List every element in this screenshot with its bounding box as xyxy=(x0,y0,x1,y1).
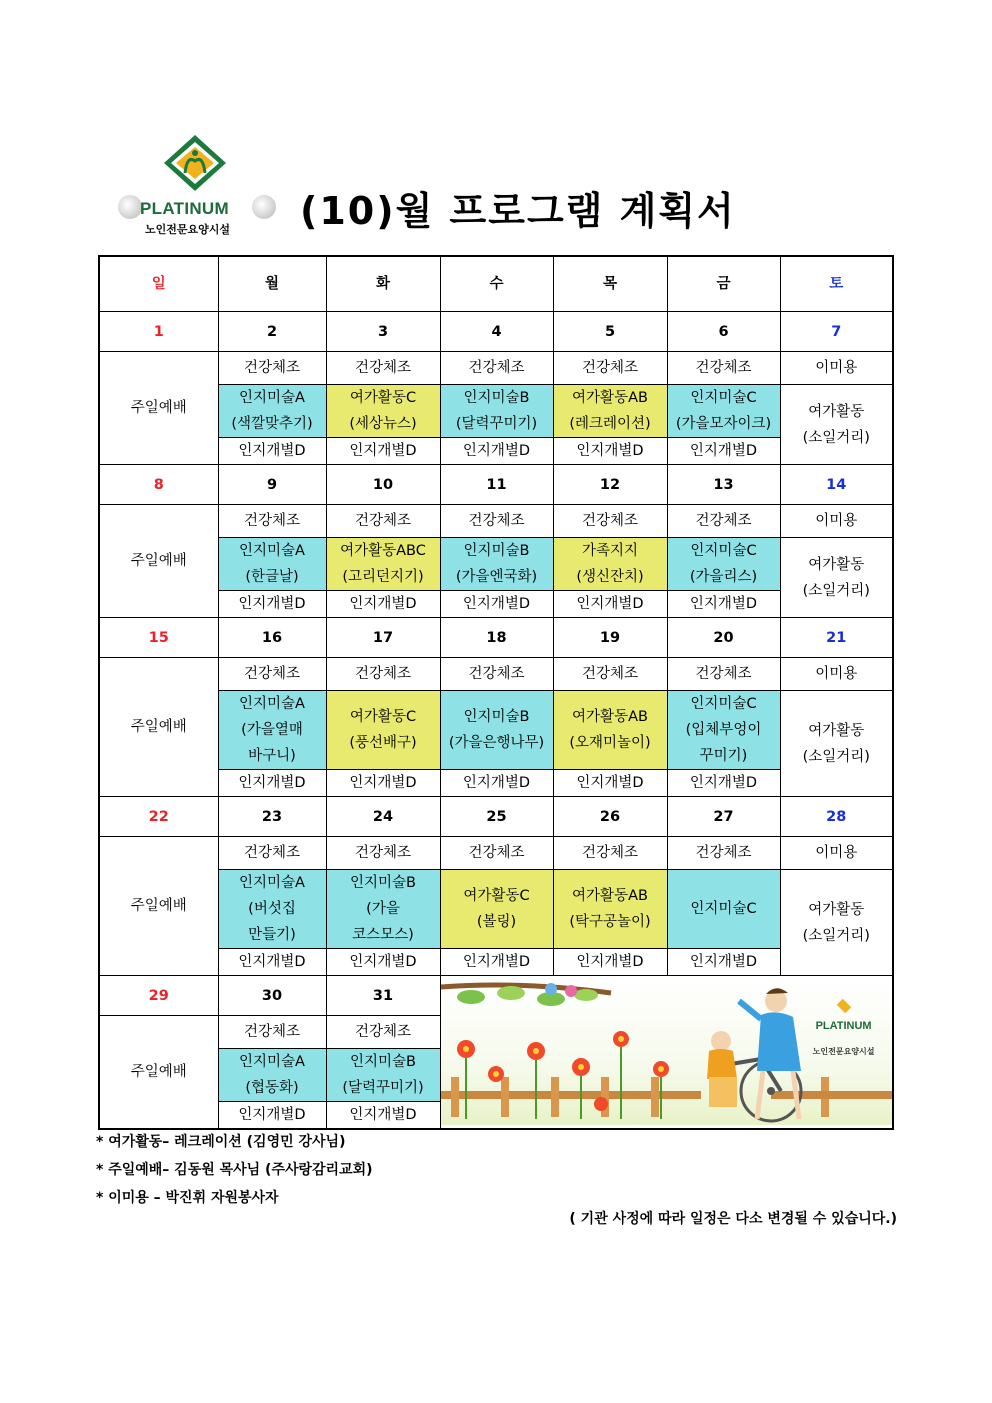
notes xyxy=(96,1128,373,1212)
program-cell xyxy=(326,538,440,591)
individual-cognitive-cell: 인지개별D xyxy=(218,591,326,618)
program-line: 만들기) xyxy=(248,927,296,943)
date-cell: 26 xyxy=(553,797,667,837)
individual-cognitive-cell: 인지개별D xyxy=(440,949,553,976)
program-line: 인지미술C xyxy=(690,390,757,406)
activity-row-top xyxy=(99,352,893,385)
program-line: (가을리스) xyxy=(689,569,758,585)
health-exercise-cell: 건강체조 xyxy=(326,658,440,691)
program-cell xyxy=(667,870,780,949)
date-cell: 21 xyxy=(780,618,893,658)
saturday-haircut: 이미용 xyxy=(780,505,893,538)
program-cell xyxy=(667,385,780,438)
date-cell: 12 xyxy=(553,465,667,505)
saturday-leisure xyxy=(780,870,893,976)
individual-cognitive-cell: 인지개별D xyxy=(218,770,326,797)
program-cell xyxy=(218,538,326,591)
individual-cognitive-cell: 인지개별D xyxy=(553,949,667,976)
program-line: 여가활동C xyxy=(349,390,417,406)
saturday-leisure-line: (소일거리) xyxy=(802,748,870,765)
program-line: (고리던지기) xyxy=(342,569,424,585)
program-line: (탁구공놀이) xyxy=(569,914,651,930)
program-line: 여가활동C xyxy=(463,888,530,904)
activity-row-main xyxy=(99,538,893,591)
date-cell: 8 xyxy=(99,465,218,505)
health-exercise-cell: 건강체조 xyxy=(553,658,667,691)
date-cell: 15 xyxy=(99,618,218,658)
date-row xyxy=(99,797,893,837)
date-cell: 22 xyxy=(99,797,218,837)
individual-cognitive-cell: 인지개별D xyxy=(667,770,780,797)
date-cell: 25 xyxy=(440,797,553,837)
illustration-cell xyxy=(440,976,893,1130)
illustration-brand-name: PLATINUM xyxy=(815,1020,872,1032)
program-line: (생신잔치) xyxy=(576,569,644,585)
individual-cognitive-cell: 인지개별D xyxy=(326,1102,440,1130)
saturday-leisure xyxy=(780,691,893,797)
platinum-logo xyxy=(118,133,278,238)
date-cell: 1 xyxy=(99,312,218,352)
program-line: 인지미술A xyxy=(239,696,305,712)
program-cell xyxy=(553,538,667,591)
sunday-worship: 주일예배 xyxy=(99,352,218,465)
saturday-haircut: 이미용 xyxy=(780,352,893,385)
program-line: (세상뉴스) xyxy=(349,416,417,432)
saturday-leisure-line: 여가활동 xyxy=(808,403,865,420)
individual-cognitive-cell: 인지개별D xyxy=(553,438,667,465)
program-cell xyxy=(553,691,667,770)
activity-row-top xyxy=(99,658,893,691)
health-exercise-cell: 건강체조 xyxy=(440,505,553,538)
individual-cognitive-cell: 인지개별D xyxy=(667,438,780,465)
saturday-leisure-line: 여가활동 xyxy=(808,556,865,573)
date-row xyxy=(99,976,893,1016)
program-line: 인지미술A xyxy=(239,1054,305,1070)
program-line: 인지미술B xyxy=(463,709,530,725)
program-cell xyxy=(218,691,326,770)
logo-subtitle: 노인전문요양시설 xyxy=(145,223,231,236)
program-line: (가을엔국화) xyxy=(455,569,538,585)
individual-cognitive-cell: 인지개별D xyxy=(553,770,667,797)
program-line: 인지미술B xyxy=(463,543,530,559)
date-cell: 31 xyxy=(326,976,440,1016)
individual-cognitive-cell: 인지개별D xyxy=(440,438,553,465)
health-exercise-cell: 건강체조 xyxy=(326,352,440,385)
program-line: (협동화) xyxy=(245,1080,299,1096)
activity-row-top xyxy=(99,505,893,538)
program-cell xyxy=(218,1049,326,1102)
individual-cognitive-cell: 인지개별D xyxy=(218,949,326,976)
saturday-leisure xyxy=(780,385,893,465)
weekday-5: 금 xyxy=(667,256,780,312)
program-line: (달력꾸미기) xyxy=(455,416,538,432)
program-line: (색깔맞추기) xyxy=(231,416,313,432)
program-line: (오재미놀이) xyxy=(569,735,651,751)
individual-cognitive-cell: 인지개별D xyxy=(667,591,780,618)
program-line: 여가활동AB xyxy=(572,390,648,406)
date-cell: 3 xyxy=(326,312,440,352)
date-cell: 16 xyxy=(218,618,326,658)
date-cell: 29 xyxy=(99,976,218,1016)
individual-cognitive-cell: 인지개별D xyxy=(440,770,553,797)
date-row xyxy=(99,618,893,658)
health-exercise-cell: 건강체조 xyxy=(218,505,326,538)
program-line: 인지미술A xyxy=(239,390,305,406)
weekday-6: 토 xyxy=(780,256,893,312)
individual-cognitive-cell: 인지개별D xyxy=(218,1102,326,1130)
program-cell xyxy=(326,691,440,770)
health-exercise-cell: 건강체조 xyxy=(667,352,780,385)
program-line: (가을 xyxy=(366,901,400,917)
program-line: (버섯집 xyxy=(248,901,296,917)
date-cell: 4 xyxy=(440,312,553,352)
program-line: 인지미술B xyxy=(463,390,530,406)
program-cell xyxy=(218,385,326,438)
note-leisure: * 여가활동– 레크레이션 (김영민 강사님) xyxy=(96,1134,346,1150)
health-exercise-cell: 건강체조 xyxy=(553,352,667,385)
date-cell: 11 xyxy=(440,465,553,505)
health-exercise-cell: 건강체조 xyxy=(440,837,553,870)
date-cell: 20 xyxy=(667,618,780,658)
health-exercise-cell: 건강체조 xyxy=(553,837,667,870)
program-cell xyxy=(440,691,553,770)
saturday-haircut: 이미용 xyxy=(780,658,893,691)
program-line: (레크레이션) xyxy=(569,416,651,432)
date-cell: 14 xyxy=(780,465,893,505)
individual-cognitive-cell: 인지개별D xyxy=(440,591,553,618)
weekday-header xyxy=(99,256,893,312)
individual-cognitive-cell: 인지개별D xyxy=(326,770,440,797)
date-cell: 18 xyxy=(440,618,553,658)
health-exercise-cell: 건강체조 xyxy=(326,837,440,870)
program-cell xyxy=(326,870,440,949)
health-exercise-cell: 건강체조 xyxy=(218,1016,326,1049)
health-exercise-cell: 건강체조 xyxy=(440,352,553,385)
program-line: (한글날) xyxy=(245,569,299,585)
date-cell: 6 xyxy=(667,312,780,352)
program-cell xyxy=(440,385,553,438)
logo-brand: PLATINUM xyxy=(140,199,229,218)
date-cell: 2 xyxy=(218,312,326,352)
activity-row-bottom xyxy=(99,949,893,976)
program-line: 코스모스) xyxy=(352,927,414,943)
page-title: (10)월 프로그램 계획서 xyxy=(300,189,736,233)
individual-cognitive-cell: 인지개별D xyxy=(667,949,780,976)
activity-row-bottom xyxy=(99,438,893,465)
sunday-worship: 주일예배 xyxy=(99,1016,218,1130)
program-line: 인지미술A xyxy=(239,543,305,559)
health-exercise-cell: 건강체조 xyxy=(667,658,780,691)
date-cell: 7 xyxy=(780,312,893,352)
saturday-leisure-line: (소일거리) xyxy=(802,429,870,446)
saturday-haircut: 이미용 xyxy=(780,837,893,870)
individual-cognitive-cell: 인지개별D xyxy=(326,438,440,465)
weekday-0: 일 xyxy=(99,256,218,312)
saturday-leisure-line: (소일거리) xyxy=(802,927,870,944)
program-line: 여가활동C xyxy=(349,709,417,725)
sunday-worship: 주일예배 xyxy=(99,837,218,976)
program-line: (가을은행나무) xyxy=(448,735,545,751)
program-line: (가을모자이크) xyxy=(675,416,772,432)
program-cell xyxy=(218,870,326,949)
date-cell: 30 xyxy=(218,976,326,1016)
caregiver-wheelchair-flowers-illustration xyxy=(441,979,893,1125)
date-row xyxy=(99,465,893,505)
program-line: (달력꾸미기) xyxy=(342,1080,424,1096)
health-exercise-cell: 건강체조 xyxy=(440,658,553,691)
individual-cognitive-cell: 인지개별D xyxy=(326,591,440,618)
program-line: 인지미술C xyxy=(690,543,757,559)
program-line: 인지미술C xyxy=(690,696,757,712)
individual-cognitive-cell: 인지개별D xyxy=(218,438,326,465)
health-exercise-cell: 건강체조 xyxy=(553,505,667,538)
logo-right-dot xyxy=(252,195,276,219)
date-row xyxy=(99,312,893,352)
illustration-brand-subtitle: 노인전문요양시설 xyxy=(812,1047,875,1056)
program-line: 인지미술B xyxy=(350,1054,416,1070)
saturday-leisure-line: 여가활동 xyxy=(808,901,865,918)
program-line: 여가활동ABC xyxy=(340,543,426,559)
weekday-1: 월 xyxy=(218,256,326,312)
program-line: 여가활동AB xyxy=(572,888,648,904)
activity-row-main xyxy=(99,870,893,949)
note-haircut: * 이미용 – 박진휘 자원봉사자 xyxy=(96,1190,279,1206)
program-line: 인지미술A xyxy=(239,875,305,891)
health-exercise-cell: 건강체조 xyxy=(218,352,326,385)
date-cell: 5 xyxy=(553,312,667,352)
saturday-leisure-line: 여가활동 xyxy=(808,722,865,739)
program-line: 꾸미기) xyxy=(699,748,748,764)
weekday-3: 수 xyxy=(440,256,553,312)
platinum-emblem-icon xyxy=(160,133,230,193)
health-exercise-cell: 건강체조 xyxy=(218,658,326,691)
program-line: 인지미술B xyxy=(350,875,416,891)
saturday-leisure-line: (소일거리) xyxy=(802,582,870,599)
sunday-worship: 주일예배 xyxy=(99,505,218,618)
program-cell xyxy=(667,691,780,770)
program-line: (볼링) xyxy=(476,914,517,930)
activity-row-bottom xyxy=(99,770,893,797)
health-exercise-cell: 건강체조 xyxy=(667,837,780,870)
sunday-worship: 주일예배 xyxy=(99,658,218,797)
date-cell: 9 xyxy=(218,465,326,505)
individual-cognitive-cell: 인지개별D xyxy=(326,949,440,976)
activity-row-main xyxy=(99,691,893,770)
logo-left-dot xyxy=(118,195,142,219)
program-line: 인지미술C xyxy=(690,901,757,917)
activity-row-top xyxy=(99,837,893,870)
schedule-disclaimer: ( 기관 사정에 따라 일정은 다소 변경될 수 있습니다.) xyxy=(569,1211,897,1227)
health-exercise-cell: 건강체조 xyxy=(667,505,780,538)
date-cell: 23 xyxy=(218,797,326,837)
program-cell xyxy=(440,870,553,949)
program-cell xyxy=(553,385,667,438)
program-line: 바구니) xyxy=(248,748,296,764)
health-exercise-cell: 건강체조 xyxy=(326,505,440,538)
program-calendar xyxy=(98,255,894,1130)
program-line: 가족지지 xyxy=(581,543,639,559)
program-line: 여가활동AB xyxy=(572,709,648,725)
illustration-brand xyxy=(813,999,875,1065)
program-cell xyxy=(326,385,440,438)
date-cell: 27 xyxy=(667,797,780,837)
program-cell xyxy=(326,1049,440,1102)
health-exercise-cell: 건강체조 xyxy=(218,837,326,870)
individual-cognitive-cell: 인지개별D xyxy=(553,591,667,618)
date-cell: 24 xyxy=(326,797,440,837)
program-line: (입체부엉이 xyxy=(685,722,762,738)
date-cell: 28 xyxy=(780,797,893,837)
activity-row-main xyxy=(99,385,893,438)
program-cell xyxy=(667,538,780,591)
health-exercise-cell: 건강체조 xyxy=(326,1016,440,1049)
saturday-leisure xyxy=(780,538,893,618)
weekday-2: 화 xyxy=(326,256,440,312)
note-worship: * 주일예배– 김동원 목사님 (주사랑감리교회) xyxy=(96,1162,373,1178)
date-cell: 19 xyxy=(553,618,667,658)
program-line: (풍선배구) xyxy=(349,735,417,751)
program-cell xyxy=(553,870,667,949)
program-line: (가을열매 xyxy=(241,722,303,738)
weekday-4: 목 xyxy=(553,256,667,312)
program-cell xyxy=(440,538,553,591)
date-cell: 10 xyxy=(326,465,440,505)
activity-row-bottom xyxy=(99,591,893,618)
date-cell: 13 xyxy=(667,465,780,505)
date-cell: 17 xyxy=(326,618,440,658)
